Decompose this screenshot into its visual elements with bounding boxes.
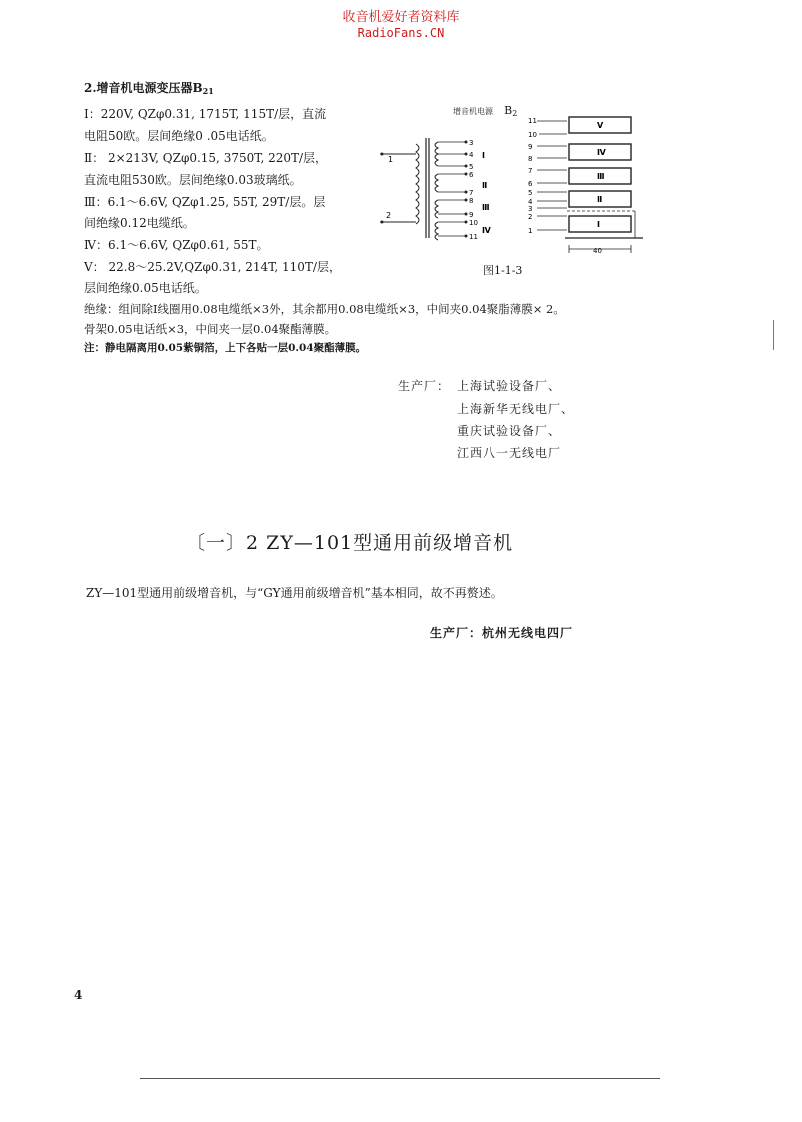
- bottom-scan-line: [140, 1078, 660, 1079]
- pin-label-7: 7: [469, 189, 474, 197]
- layout-pin-10: 10: [528, 131, 537, 139]
- layout-box-label-3: Ⅲ: [597, 172, 605, 181]
- layout-pin-6: 6: [528, 180, 533, 188]
- heading-subscript: 21: [202, 86, 214, 96]
- manufacturer-2: 上海新华无线电厂、: [457, 402, 575, 416]
- transformer-schematic: [378, 130, 498, 245]
- group-label-2: Ⅱ: [482, 181, 488, 190]
- winding-2-line-2: 直流电阻530欧。层间绝缘0.03玻璃纸。: [84, 173, 302, 187]
- section-manufacturer: 生产厂：杭州无线电四厂: [430, 626, 574, 640]
- secondary-coil-3: [435, 200, 438, 218]
- note: 注：静电隔离用0.05紫铜箔，上下各贴一层0.04聚酯薄膜。: [84, 342, 367, 354]
- figure-caption: 图1-1-3: [483, 264, 523, 277]
- secondary-pins: [438, 141, 468, 238]
- secondary-coil-2: [435, 174, 438, 192]
- figure-title: [453, 99, 517, 118]
- pin-label-5: 5: [469, 163, 474, 171]
- winding-1-line-2: 电阻50欧。层间绝缘0 .05电话纸。: [84, 129, 274, 143]
- pin-label-9: 9: [469, 211, 474, 219]
- winding-3-line-1: Ⅲ：6.1～6.6V, QZφ1.25, 55T, 29T/层。层: [84, 195, 326, 209]
- layout-pin-2: 2: [528, 213, 533, 221]
- winding-5-line-2: 层间绝缘0.05电话纸。: [84, 281, 207, 295]
- layout-pin-5: 5: [528, 189, 533, 197]
- layout-box-label-4: Ⅳ: [597, 148, 606, 157]
- secondary-coil-1: [435, 142, 438, 166]
- pin-label-1: 1: [388, 155, 394, 164]
- figure-title-text: 增音机电源: [453, 107, 493, 116]
- winding-5-line-1: Ⅴ： 22.8～25.2V,QZφ0.31, 214T, 110T/层，: [84, 260, 341, 274]
- group-label-4: Ⅳ: [482, 226, 491, 235]
- watermark-site[interactable]: RadioFans.CN: [357, 26, 445, 40]
- figure-title-symbol: B: [504, 104, 513, 117]
- figure-title-symbol-sub: 2: [512, 109, 518, 118]
- layout-pin-4: 4: [528, 198, 533, 206]
- pin-label-4: 4: [469, 151, 474, 159]
- winding-3-line-2: 间绝缘0.12电缆纸。: [84, 216, 195, 230]
- layout-pin-11: 11: [528, 117, 537, 125]
- winding-4-line-1: Ⅳ：6.1～6.6V, QZφ0.61, 55T。: [84, 238, 269, 252]
- manufacturers-label: 生产厂：: [398, 379, 451, 393]
- layout-pin-8: 8: [528, 155, 533, 163]
- pin-label-10: 10: [469, 219, 478, 227]
- insulation-line-1: 绝缘：组间除Ⅰ线圈用0.08电缆纸×3外，其余都用0.08电缆纸×3，中间夹0.04聚脂薄膜× 2。: [84, 302, 565, 316]
- section-heading: [84, 80, 214, 99]
- insulation-line-2: 骨架0.05电话纸×3，中间夹一层0.04聚酯薄膜。: [84, 322, 337, 336]
- layout-box-label-1: Ⅰ: [597, 220, 600, 229]
- pin-label-3: 3: [469, 139, 474, 147]
- layout-box-1: [569, 216, 631, 232]
- winding-2-line-1: Ⅱ： 2×213V, QZφ0.15, 3750T, 220T/层，: [84, 151, 328, 165]
- pin-label-2: 2: [386, 211, 392, 220]
- section-title: 〔一〕2 ZY—101型通用前级增音机: [186, 532, 514, 554]
- layout-pin-9: 9: [528, 143, 533, 151]
- secondary-coil-4: [435, 222, 438, 240]
- right-edge-mark: [773, 320, 774, 350]
- heading-text: 2.增音机电源变压器B: [84, 81, 203, 95]
- layout-pin-7: 7: [528, 167, 533, 175]
- winding-layout-diagram: [525, 113, 655, 258]
- layout-pin-1: 1: [528, 227, 533, 235]
- group-label-1: Ⅰ: [482, 151, 485, 160]
- pin-label-11: 11: [469, 233, 478, 241]
- winding-1-line-1: Ⅰ：220V, QZφ0.31, 1715T, 115T/层，直流: [84, 107, 327, 121]
- layout-box-label-2: Ⅱ: [597, 195, 603, 204]
- manufacturer-4: 江西八一无线电厂: [457, 446, 562, 460]
- manufacturer-1: 上海试验设备厂、: [457, 379, 562, 393]
- primary-coil: [416, 144, 419, 224]
- layout-box-label-5: Ⅴ: [597, 121, 604, 130]
- watermark-title: 收音机爱好者资料库: [342, 10, 460, 25]
- pin-label-8: 8: [469, 197, 474, 205]
- group-label-3: Ⅲ: [482, 203, 490, 212]
- section-body: ZY—101型通用前级增音机，与“GY通用前级增音机”基本相同，故不再赘述。: [86, 586, 503, 600]
- dimension-label: 40: [593, 247, 602, 255]
- manufacturer-3: 重庆试验设备厂、: [457, 424, 562, 438]
- layout-pin-3: 3: [528, 205, 533, 213]
- page-number: 4: [74, 988, 83, 1002]
- pin-label-6: 6: [469, 171, 474, 179]
